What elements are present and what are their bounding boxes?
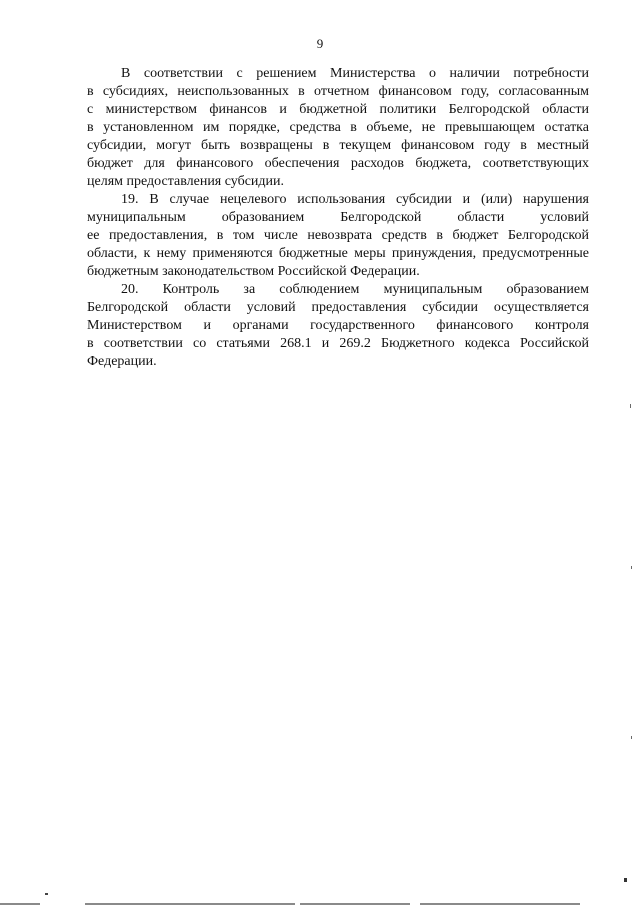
scan-artifact-mark <box>45 893 48 895</box>
paragraph-line: Федерации. <box>87 354 157 369</box>
paragraph-line: Министерством и органами государственного финансового контроля <box>87 318 589 333</box>
scan-artifact-mark <box>631 566 632 569</box>
document-body <box>87 65 589 371</box>
paragraph-line: Белгородской области условий предоставления субсидии осуществляется <box>87 300 589 315</box>
scan-artifact-mark <box>630 404 631 408</box>
paragraph-line: 20. Контроль за соблюдением муниципальным образованием <box>121 282 589 297</box>
paragraph-line: с министерством финансов и бюджетной политики Белгородской области <box>87 102 589 117</box>
paragraph-line: в соответствии со статьями 268.1 и 269.2 Бюджетного кодекса Российской <box>87 336 589 351</box>
page-number: 9 <box>316 36 324 51</box>
paragraph-line: области, к нему применяются бюджетные меры принуждения, предусмотренные <box>87 246 589 261</box>
paragraph-line: бюджетным законодательством Российской Федерации. <box>87 264 420 279</box>
paragraph-line: В соответствии с решением Министерства о наличии потребности <box>121 66 589 81</box>
paragraph-line: субсидии, могут быть возвращены в текущем финансовом году в местный <box>87 138 589 153</box>
paragraph-18 <box>87 65 589 191</box>
paragraph-line: в субсидиях, неиспользованных в отчетном финансовом году, согласованным <box>87 84 589 99</box>
paragraph-line: муниципальным образованием Белгородской области условий <box>87 210 589 225</box>
paragraph-line: 19. В случае нецелевого использования субсидии и (или) нарушения <box>121 192 589 207</box>
scan-artifact-mark <box>624 878 627 882</box>
scan-artifact-mark <box>631 736 632 739</box>
paragraph-19 <box>87 191 589 281</box>
paragraph-20 <box>87 281 589 371</box>
paragraph-line: ее предоставления, в том числе невозврата средств в бюджет Белгородской <box>87 228 589 243</box>
paragraph-line: бюджет для финансового обеспечения расходов бюджета, соответствующих <box>87 156 589 171</box>
paragraph-line: в установленном им порядке, средства в объеме, не превышающем остатка <box>87 120 589 135</box>
paragraph-line: целям предоставления субсидии. <box>87 174 285 189</box>
